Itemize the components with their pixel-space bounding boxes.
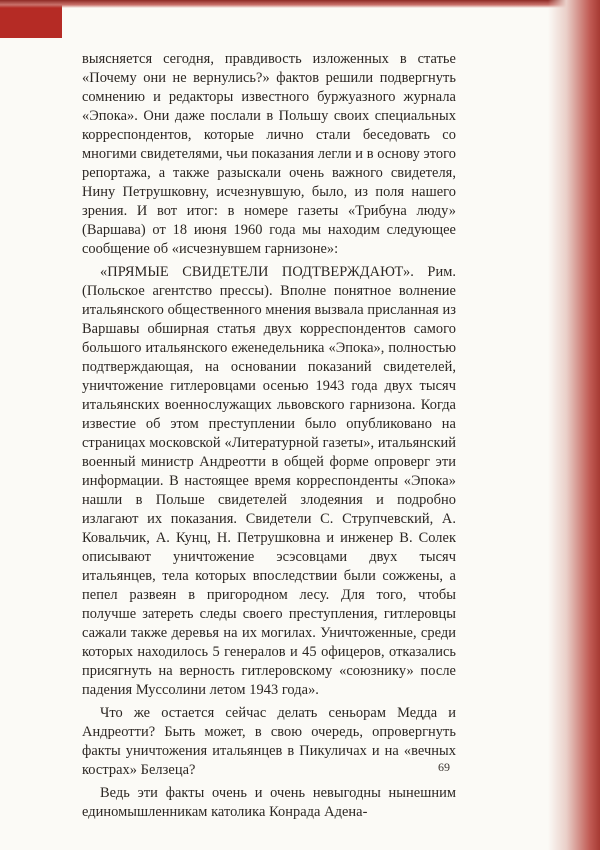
page-top-edge bbox=[0, 0, 600, 8]
page-right-edge bbox=[548, 0, 600, 850]
paragraph-continuation: выясняется сегодня, правдивость изложенных в статье «Почему они не вернулись?» фактов решили подвергнуть сомнению и редакторы известного буржуазного журнала «Эпока». Они даже послали в Польшу своих специальных корреспондентов, которые лично стали беседовать со многими свидетелями, чьи показания легли и в основу этого репортажа, а также разыскали очень важного свидетеля, Нину Петрушковну, исчезнувшую, было, из поля нашего зрения. И вот итог: в номере газеты «Трибуна люду» (Варшава) от 18 июня 1960 года мы находим следующее сообщение об «исчезнувшем гарнизоне»: bbox=[82, 51, 456, 257]
page-text bbox=[82, 50, 456, 822]
paragraph-question: Что же остается сейчас делать сеньорам Медда и Андреотти? Быть может, в свою очередь, опровергнуть факты уничтожения итальянцев в Пикуличах и на «вечных кострах» Белзеца? bbox=[82, 705, 456, 778]
paragraph-final: Ведь эти факты очень и очень невыгодны нынешним единомышленникам католика Конрада Адена- bbox=[82, 785, 456, 820]
paragraph-quoted-report: «ПРЯМЫЕ СВИДЕТЕЛИ ПОДТВЕРЖДАЮТ». Рим. (Польское агентство прессы). Вполне понятное волнение итальянского общественного мнения вызвала присланная из Варшавы обширная статья двух корреспондентов самого большого итальянского еженедельника «Эпока», полностью подтверждающая, на основании показаний свидетелей, уничтожение гитлеровцами осенью 1943 года двух тысяч итальянских военнослужащих львовского гарнизона. Когда известие об этом преступлении было опубликовано на страницах московской «Литературной газеты», итальянский военный министр Андреотти в общей форме опроверг эти информации. В настоящее время корреспонденты «Эпока» нашли в Польше свидетелей злодеяния и подробно излагают их показания. Свидетели С. Струпчевский, А. Ковальчик, А. Кунц, Н. Петрушковна и инженер В. Солек описывают уничтожение эсэсовцами двух тысяч итальянцев, тела которых впоследствии были сожжены, а пепел развеян в пригородном лесу. Для того, чтобы получше затереть следы своего преступления, гитлеровцы сажали также деревья на их могилах. Уничтоженные, среди которых находилось 5 генералов и 45 офицеров, отказались присягнуть на верность гитлеровскому «союзнику» после падения Муссолини летом 1943 года». bbox=[82, 264, 456, 698]
page-number: 69 bbox=[438, 760, 450, 774]
